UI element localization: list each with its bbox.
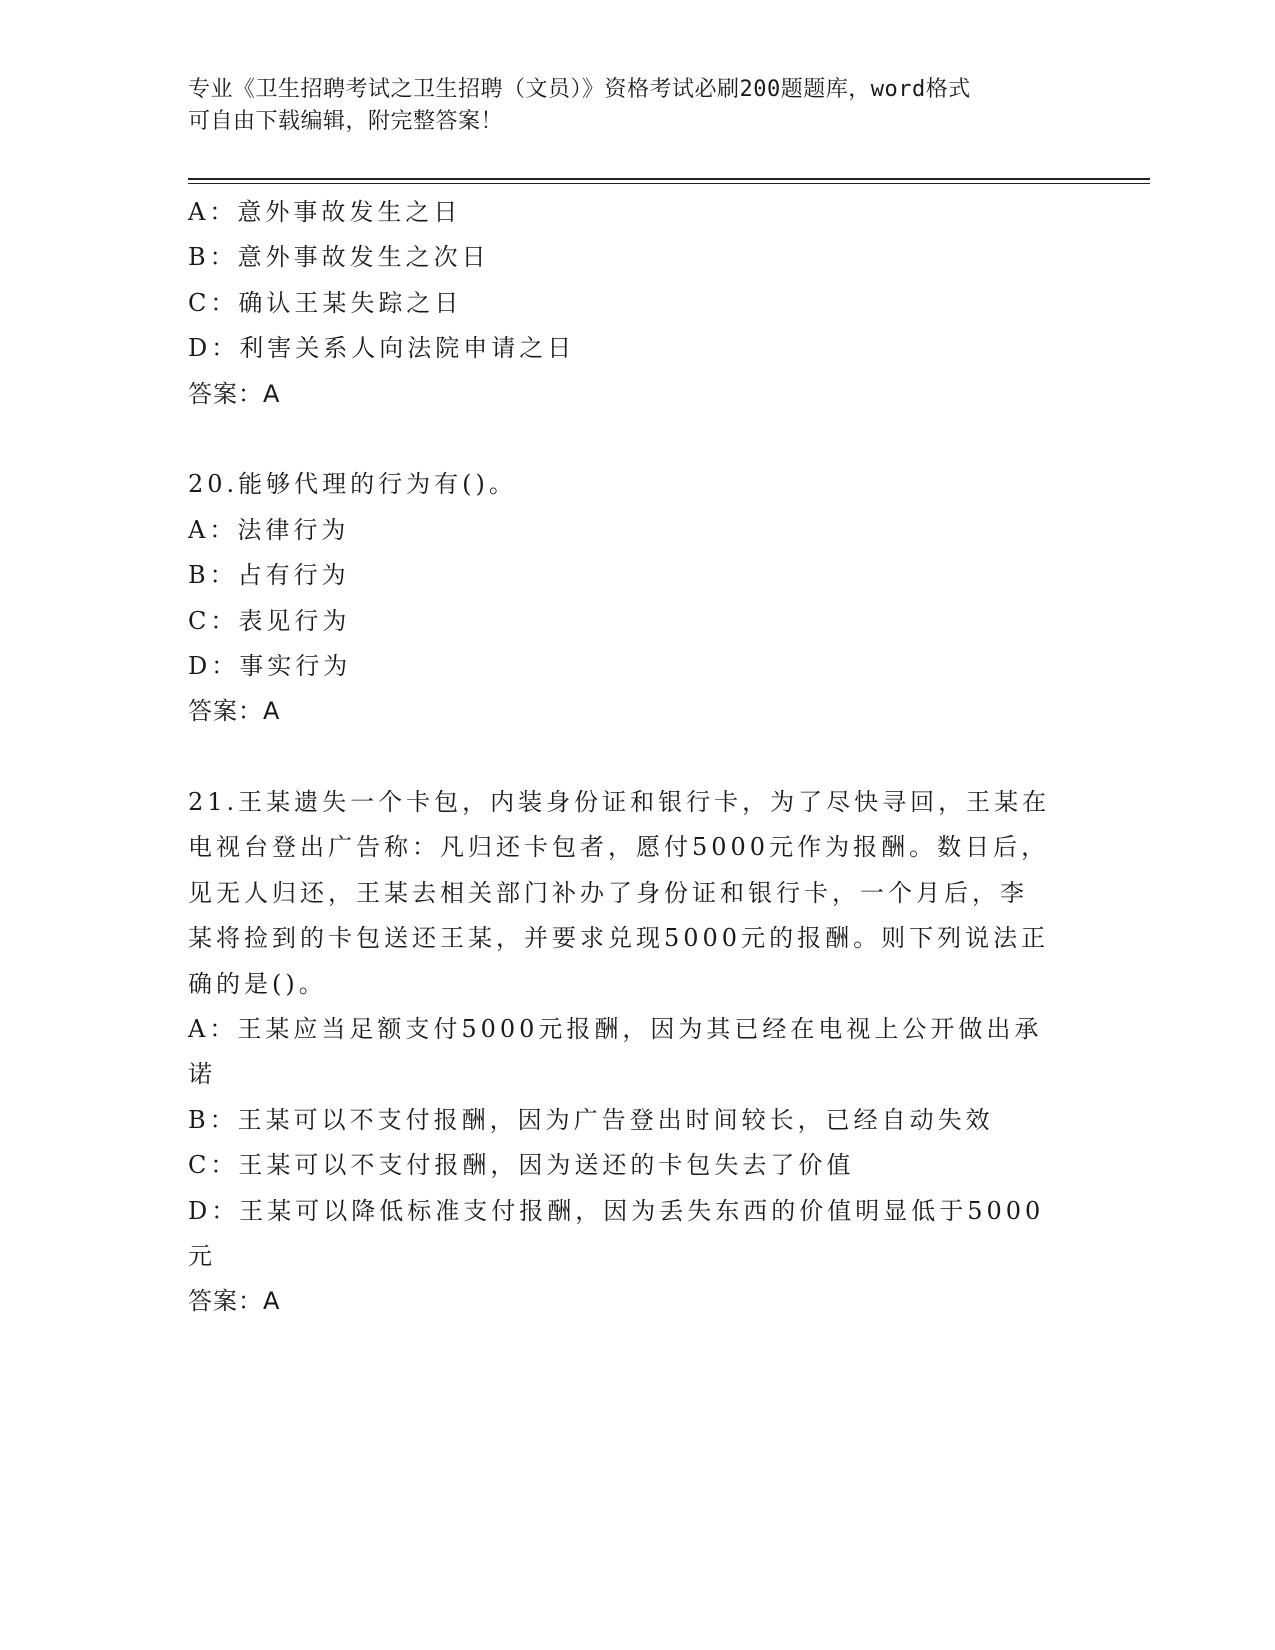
question-stem-line: 某将捡到的卡包送还王某，并要求兑现5000元的报酬。则下列说法正 (188, 924, 1050, 953)
header-divider-thin (188, 183, 1150, 184)
option-a: A：王某应当足额支付5000元报酬，因为其已经在电视上公开做出承 (188, 1015, 1043, 1044)
header-title-line-1: 专业《卫生招聘考试之卫生招聘（文员）》资格考试必刷200题题库，word格式 (188, 77, 971, 102)
option-c: C：确认王某失踪之日 (188, 288, 463, 317)
question-stem-line: 电视台登出广告称：凡归还卡包者，愿付5000元作为报酬。数日后， (188, 833, 1050, 862)
option-b: B：意外事故发生之次日 (188, 243, 490, 272)
question-stem-line: 确的是()。 (188, 969, 327, 998)
option-a: A：意外事故发生之日 (188, 198, 462, 226)
question-spacer (188, 735, 1088, 780)
option-a-continued: 诺 (188, 1060, 216, 1089)
option-a: A：法律行为 (188, 515, 350, 544)
option-b: B：王某可以不支付报酬，因为广告登出时间较长，已经自动失效 (188, 1105, 994, 1134)
option-c: C：王某可以不支付报酬，因为送还的卡包失去了价值 (188, 1151, 855, 1180)
question-20 (188, 462, 1088, 734)
question-spacer (188, 417, 1088, 462)
option-b: B：占有行为 (188, 561, 350, 590)
answer-line: 答案：A (188, 1287, 281, 1316)
question-19-continued (188, 190, 1088, 417)
question-stem: 20.能够代理的行为有()。 (188, 470, 517, 499)
option-c: C：表见行为 (188, 606, 351, 635)
question-21 (188, 780, 1088, 1325)
answer-line: 答案：A (188, 379, 281, 408)
option-d-continued: 元 (188, 1241, 216, 1270)
document-header (188, 74, 1068, 138)
question-stem-line: 21.王某遗失一个卡包，内装身份证和银行卡，为了尽快寻回，王某在 (188, 788, 1051, 817)
answer-line: 答案：A (188, 697, 281, 726)
header-title-line-2: 可自由下载编辑，附完整答案！ (188, 109, 504, 134)
option-d: D：王某可以降低标准支付报酬，因为丢失东西的价值明显低于5000 (188, 1196, 1045, 1225)
question-list (188, 190, 1088, 1325)
option-d: D：事实行为 (188, 651, 352, 680)
question-stem-line: 见无人归还，王某去相关部门补办了身份证和银行卡，一个月后，李 (188, 878, 1028, 907)
option-d: D：利害关系人向法院申请之日 (188, 334, 576, 363)
header-divider-thick (188, 178, 1150, 180)
